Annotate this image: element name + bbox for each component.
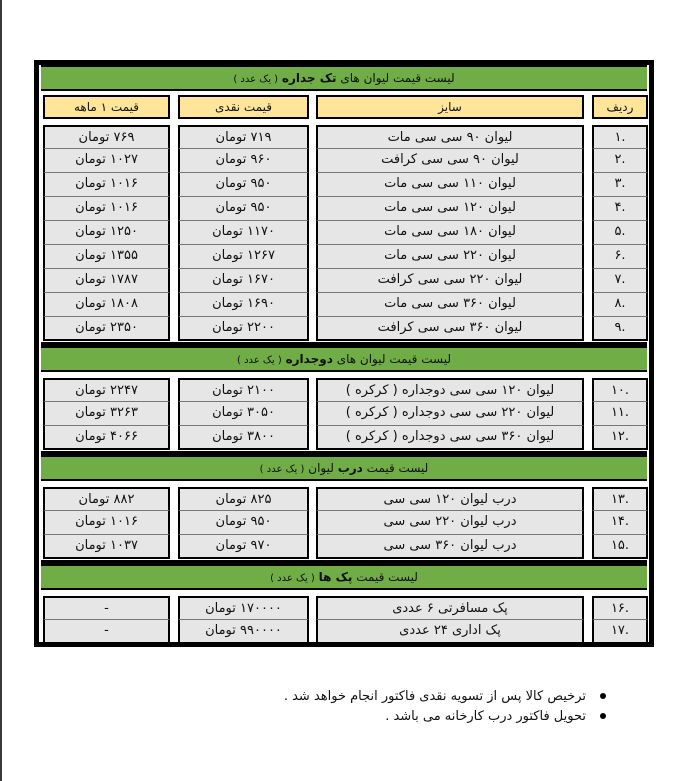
row-cash-price: ۱۷۰۰۰۰ تومان <box>178 596 309 620</box>
section-title-bold: درب <box>337 461 363 475</box>
row-size: لیوان ۱۸۰ سی سی مات <box>316 221 584 245</box>
table-row <box>39 620 649 644</box>
row-size: درب لیوان ۱۲۰ سی سی <box>316 487 584 511</box>
table-row <box>39 426 649 450</box>
col-header-size: سایز <box>316 95 584 119</box>
row-size: لیوان ۳۶۰ سی سی مات <box>316 293 584 317</box>
row-index: .۱۷ <box>592 620 648 644</box>
row-cash-price: ۲۲۰۰ تومان <box>178 317 309 341</box>
price-list-inner <box>38 64 650 643</box>
note-text: تحویل فاکتور درب کارخانه می باشد . <box>385 708 586 724</box>
table-row <box>39 197 649 221</box>
row-size: پک اداری ۲۴ عددی <box>316 620 584 644</box>
row-cash-price: ۱۶۷۰ تومان <box>178 269 309 293</box>
section-title-bold: پک ها <box>318 570 353 584</box>
row-index: .۹ <box>592 317 648 341</box>
row-monthly-price: ۱۰۲۷ تومان <box>43 149 170 173</box>
col-header-index: ردیف <box>592 95 648 119</box>
row-index: .۲ <box>592 149 648 173</box>
row-index: .۱۳ <box>592 487 648 511</box>
row-cash-price: ۹۵۰ تومان <box>178 197 309 221</box>
row-index: .۱۶ <box>592 596 648 620</box>
row-monthly-price: ۲۲۴۷ تومان <box>43 378 170 402</box>
row-index: .۵ <box>592 221 648 245</box>
section-title-lids <box>41 455 647 481</box>
section-title-mid: لیوان <box>308 461 334 475</box>
section-title-bold: تک جداره <box>281 71 337 85</box>
row-size: لیوان ۳۶۰ سی سی دوجداره ( کرکره ) <box>316 426 584 450</box>
section-title-single-wall <box>41 65 647 91</box>
row-cash-price: ۱۱۷۰ تومان <box>178 221 309 245</box>
notes-list <box>210 686 610 726</box>
table-row <box>39 245 649 269</box>
table-row <box>39 487 649 511</box>
row-size: لیوان ۳۶۰ سی سی کرافت <box>316 317 584 341</box>
row-monthly-price: ۱۰۱۶ تومان <box>43 197 170 221</box>
row-size: لیوان ۲۲۰ سی سی مات <box>316 245 584 269</box>
row-size: لیوان ۹۰ سی سی مات <box>316 125 584 149</box>
row-cash-price: ۹۷۰ تومان <box>178 535 309 559</box>
row-index: .۱۴ <box>592 511 648 535</box>
row-monthly-price: ۱۷۸۷ تومان <box>43 269 170 293</box>
row-monthly-price: ۱۰۳۷ تومان <box>43 535 170 559</box>
row-size: درب لیوان ۳۶۰ سی سی <box>316 535 584 559</box>
row-monthly-price: ۱۳۵۵ تومان <box>43 245 170 269</box>
row-monthly-price: ۳۲۶۳ تومان <box>43 402 170 426</box>
note-text: ترخیص کالا پس از تسویه نقدی فاکتور انجام خواهد شد . <box>283 688 586 704</box>
row-size: لیوان ۱۱۰ سی سی مات <box>316 173 584 197</box>
section-title-suffix: ( یک عدد ) <box>270 573 315 584</box>
bullet-icon <box>600 693 606 699</box>
table-row <box>39 596 649 620</box>
row-monthly-price: ۷۶۹ تومان <box>43 125 170 149</box>
section-title-suffix: ( یک عدد ) <box>233 74 279 85</box>
page-left-rule <box>0 0 2 781</box>
table-row <box>39 149 649 173</box>
row-monthly-price: ۱۰۱۶ تومان <box>43 173 170 197</box>
row-cash-price: ۱۲۶۷ تومان <box>178 245 309 269</box>
row-size: لیوان ۲۲۰ سی سی کرافت <box>316 269 584 293</box>
col-header-cash-price: قیمت نقدی <box>178 95 309 119</box>
section-title-prefix: لیست قیمت لیوان های <box>336 352 451 366</box>
section-title-prefix: لیست قیمت لیوان های <box>340 71 455 85</box>
row-monthly-price: ۸۸۲ تومان <box>43 487 170 511</box>
row-monthly-price: ۱۸۰۸ تومان <box>43 293 170 317</box>
row-monthly-price: ۲۳۵۰ تومان <box>43 317 170 341</box>
row-size: درب لیوان ۲۲۰ سی سی <box>316 511 584 535</box>
table-row <box>39 269 649 293</box>
row-cash-price: ۹۶۰ تومان <box>178 149 309 173</box>
row-monthly-price: ۱۰۱۶ تومان <box>43 511 170 535</box>
row-index: .۱ <box>592 125 648 149</box>
row-monthly-price: - <box>43 620 170 644</box>
row-index: .۷ <box>592 269 648 293</box>
section-title-prefix: لیست قیمت <box>366 461 429 475</box>
row-index: .۱۵ <box>592 535 648 559</box>
row-index: .۸ <box>592 293 648 317</box>
row-cash-price: ۹۵۰ تومان <box>178 511 309 535</box>
section-title-double-wall <box>41 346 647 372</box>
table-row <box>39 511 649 535</box>
section-title-suffix: ( یک عدد ) <box>259 464 305 475</box>
row-size: لیوان ۱۲۰ سی سی دوجداره ( کرکره ) <box>316 378 584 402</box>
row-size: لیوان ۹۰ سی سی کرافت <box>316 149 584 173</box>
row-index: .۱۰ <box>592 378 648 402</box>
table-row <box>39 378 649 402</box>
row-cash-price: ۷۱۹ تومان <box>178 125 309 149</box>
table-row <box>39 293 649 317</box>
table-row <box>39 221 649 245</box>
table-row <box>39 125 649 149</box>
table-row <box>39 535 649 559</box>
price-list-table <box>34 60 654 647</box>
section-title-bold: دوجداره <box>285 352 333 366</box>
col-header-monthly-price: قیمت ۱ ماهه <box>43 95 170 119</box>
section-title-packs <box>41 564 647 590</box>
row-cash-price: ۹۹۰۰۰۰ تومان <box>178 620 309 644</box>
bullet-icon <box>600 713 606 719</box>
row-cash-price: ۸۲۵ تومان <box>178 487 309 511</box>
row-size: لیوان ۱۲۰ سی سی مات <box>316 197 584 221</box>
note-item <box>210 706 610 726</box>
row-size: پک مسافرتی ۶ عددی <box>316 596 584 620</box>
row-monthly-price: ۱۲۵۰ تومان <box>43 221 170 245</box>
row-size: لیوان ۲۲۰ سی سی دوجداره ( کرکره ) <box>316 402 584 426</box>
row-cash-price: ۱۶۹۰ تومان <box>178 293 309 317</box>
row-cash-price: ۲۱۰۰ تومان <box>178 378 309 402</box>
row-monthly-price: ۴۰۶۶ تومان <box>43 426 170 450</box>
row-index: .۱۲ <box>592 426 648 450</box>
table-row <box>39 173 649 197</box>
section-title-prefix: لیست قیمت <box>356 570 418 584</box>
row-monthly-price: - <box>43 596 170 620</box>
row-index: .۱۱ <box>592 402 648 426</box>
note-item <box>210 686 610 706</box>
row-index: .۳ <box>592 173 648 197</box>
row-index: .۶ <box>592 245 648 269</box>
row-cash-price: ۳۰۵۰ تومان <box>178 402 309 426</box>
table-row <box>39 402 649 426</box>
row-cash-price: ۳۸۰۰ تومان <box>178 426 309 450</box>
table-row <box>39 317 649 341</box>
row-cash-price: ۹۵۰ تومان <box>178 173 309 197</box>
section-title-suffix: ( یک عدد ) <box>236 355 282 366</box>
row-index: .۴ <box>592 197 648 221</box>
